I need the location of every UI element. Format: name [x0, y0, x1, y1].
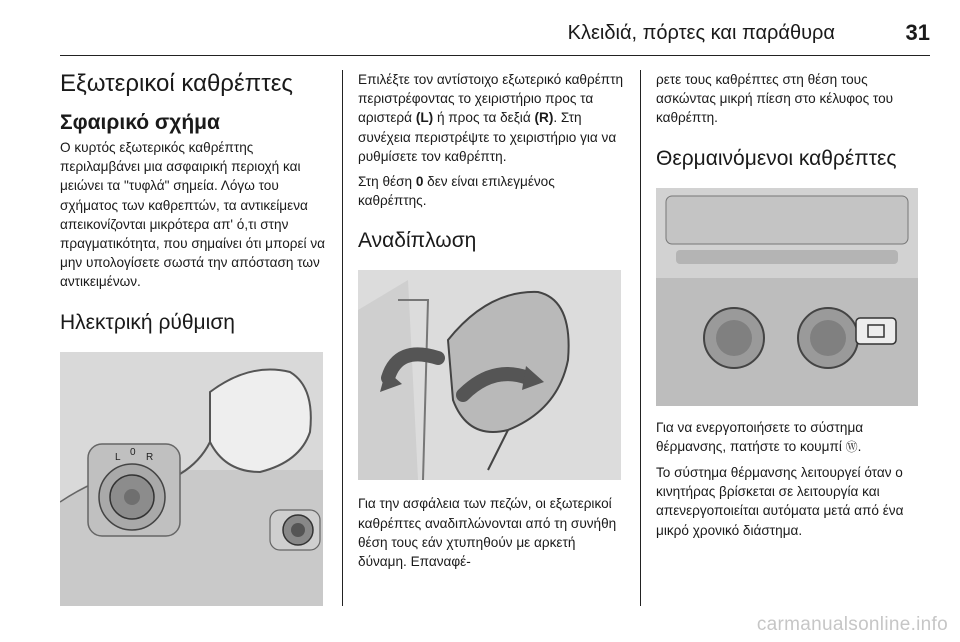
column-1 [60, 70, 328, 606]
paragraph: Επιλέξτε τον αντίστοιχο εξωτερικό καθρέπτη περιστρέφοντας το χειριστήριο προς τα αριστερά (L) ή προς τα δεξιά (R). Στη συνέχεια περιστρέψτε το χειριστήριο για να ρυθμίσετε τον καθρέπτη. [358, 72, 624, 164]
column-divider-2 [640, 70, 641, 606]
subsection-title: Αναδίπλωση [358, 229, 477, 253]
paragraph: Το σύστημα θέρμανσης λειτουργεί όταν ο κινητήρας βρίσκεται σε λειτουργία και απενεργοποιείται αυτόματα μετά από ένα μικρό χρονικό διάστημα. [656, 465, 904, 538]
paragraph: Για να ενεργοποιήσετε το σύστημα θέρμανσης, πατήστε το κουμπί Ⓦ. [656, 419, 864, 454]
watermark: carmanualsonline.info [756, 614, 948, 635]
mirror-switch-figure [60, 352, 323, 606]
label-L: L [115, 451, 121, 463]
heated-mirror-button [856, 318, 896, 344]
page-header [60, 10, 930, 56]
column-3 [656, 70, 926, 546]
label-0: 0 [130, 446, 136, 458]
paragraph: ρετε τους καθρέπτες στη θέση τους ασκώντας μικρή πίεση στο κέλυφος του καθρέπτη. [656, 72, 894, 126]
subsection-title: Σφαιρικό σχήμα [60, 111, 220, 134]
header-divider [60, 55, 930, 56]
column-divider-1 [342, 70, 343, 606]
heated-mirror-button-figure [656, 188, 918, 406]
mirror-folding-figure [358, 270, 621, 480]
subsection-title: Ηλεκτρική ρύθμιση [60, 310, 235, 334]
label-R: R [146, 451, 154, 463]
paragraph: Ο κυρτός εξωτερικός καθρέπτης περιλαμβάνει μια ασφαιρική περιοχή και μειώνει τα "τυφλά" σημεία. Λόγω του σχήματος των καθρεπτών, τα αντικείμενα απεικονίζονται μικρότερα απ' ό,τι στην πραγματικότητα, που σημαίνει ότι μπορεί να μην υπολογίσετε σωστά την απόσταση των αντικειμένων. [60, 140, 325, 290]
section-title: Εξωτερικοί καθρέπτες [60, 70, 293, 97]
page-number: 31 [905, 20, 930, 45]
chapter-title: Κλειδιά, πόρτες και παράθυρα [567, 22, 835, 44]
subsection-title: Θερμαινόμενοι καθρέπτες [656, 146, 897, 170]
paragraph: Στη θέση 0 δεν είναι επιλεγμένος καθρέπτης. [358, 174, 555, 209]
paragraph: Για την ασφάλεια των πεζών, οι εξωτερικοί καθρέπτες αναδιπλώνονται από τη συνήθη θέση τους εάν χτυπηθούν με αρκετή δύναμη. Επαναφέ- [358, 496, 617, 570]
heated-mirror-icon: Ⓦ [845, 439, 858, 454]
column-2 [358, 70, 626, 577]
